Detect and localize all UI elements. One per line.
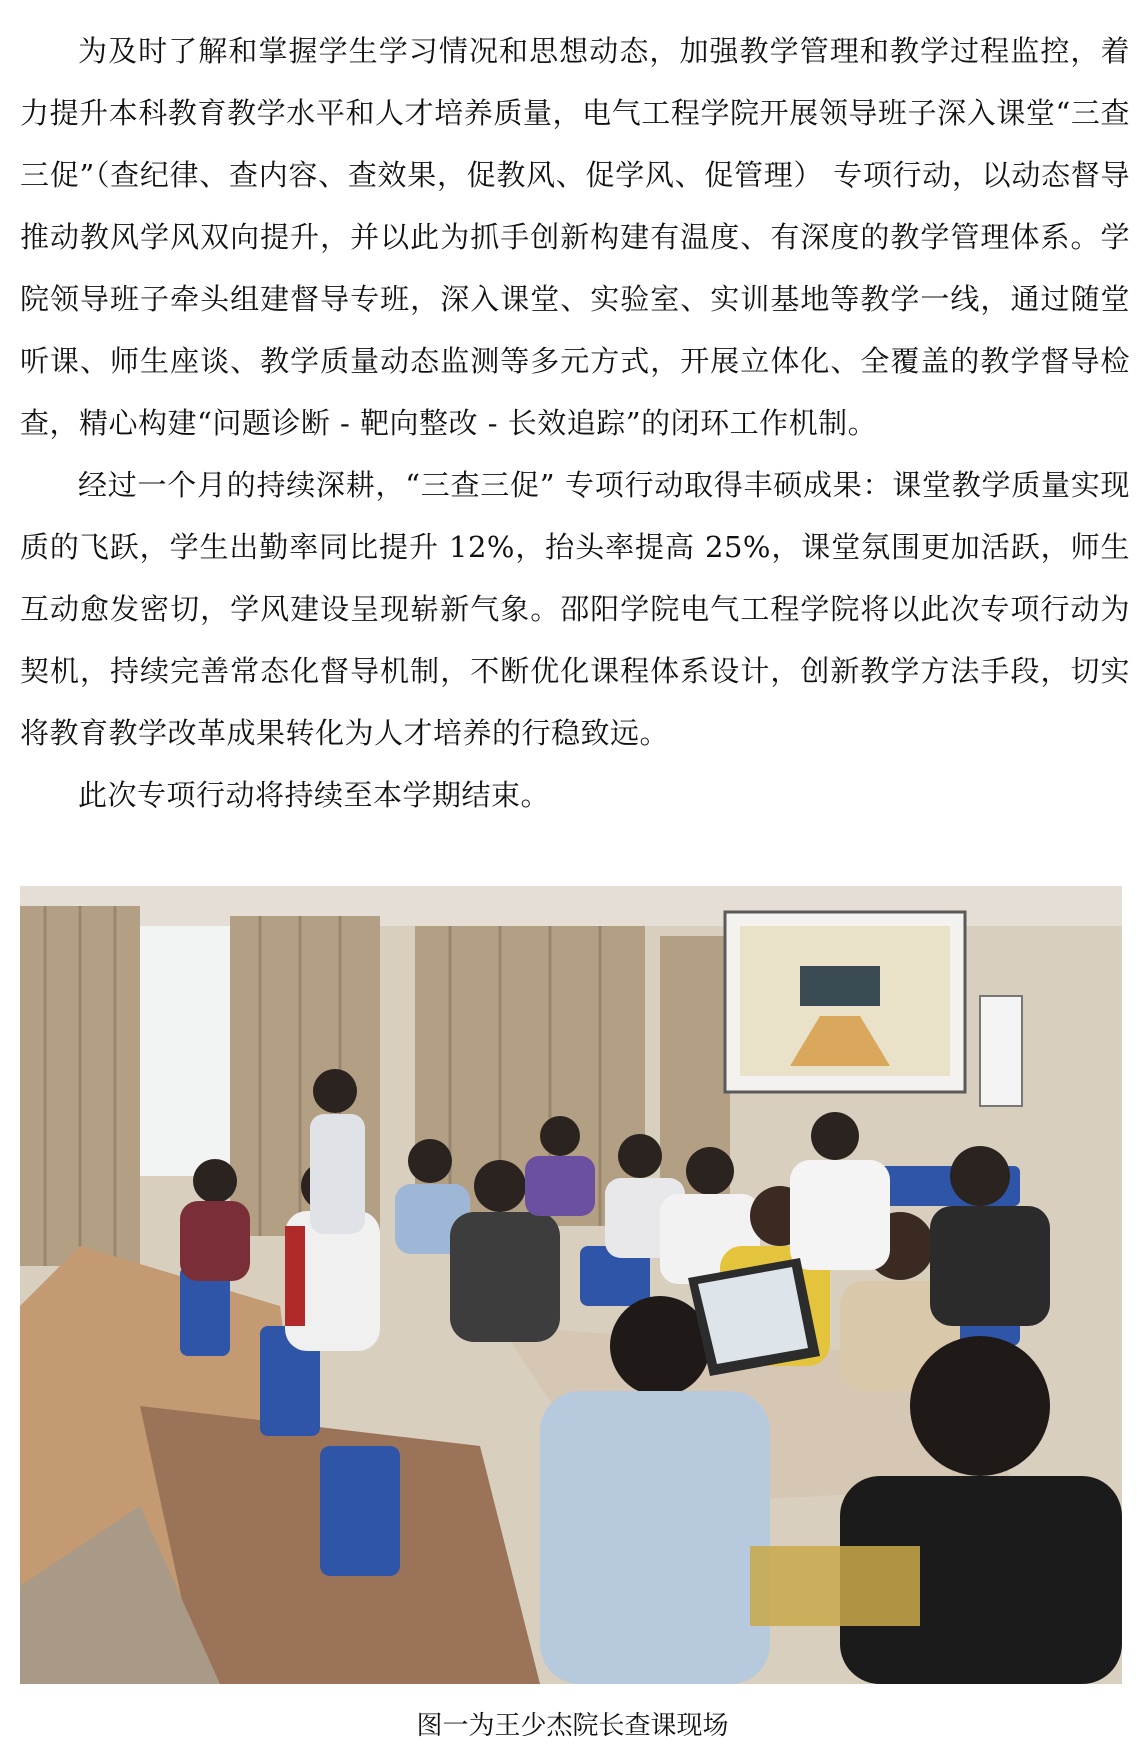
teacher-figure xyxy=(310,1114,365,1234)
paragraph-intro: 为及时了解和掌握学生学习情况和思想动态，加强教学管理和教学过程监控，着力提升本科教育教学水平和人才培养质量，电气工程学院开展领导班子深入课堂“三查三促”（查纪律、查内容、查效果，促教风、促学风、促管理） 专项行动，以动态督导推动教风学风双向提升，并以此为抓手创新构建有温度、有深度的教学管理体系。学院领导班子牵头组建督导专班，深入课堂、实验室、实训基地等教学一线，通过随堂听课、师生座谈、教学质量动态监测等多元方式，开展立体化、全覆盖的教学督导检查，精心构建“问题诊断 - 靶向整改 - 长效追踪”的闭环工作机制。 xyxy=(20,34,1130,440)
article-body xyxy=(20,20,1130,826)
classroom-photo-illustration xyxy=(20,886,1122,1684)
paragraph-results: 经过一个月的持续深耕，“三查三促” 专项行动取得丰硕成果：课堂教学质量实现质的飞跃，学生出勤率同比提升 12%，抬头率提高 25%，课堂氛围更加活跃，师生互动愈发密切，学风建设呈现崭新气象。邵阳学院电气工程学院将以此次专项行动为契机，持续完善常态化督导机制，不断优化课程体系设计，创新教学方法手段，切实将教育教学改革成果转化为人才培养的行稳致远。 xyxy=(20,468,1130,750)
paragraph-closing: 此次专项行动将持续至本学期结束。 xyxy=(78,778,551,812)
figure-caption: 图一为王少杰院长查课现场 xyxy=(416,1711,729,1741)
classroom-photo xyxy=(20,886,1122,1684)
